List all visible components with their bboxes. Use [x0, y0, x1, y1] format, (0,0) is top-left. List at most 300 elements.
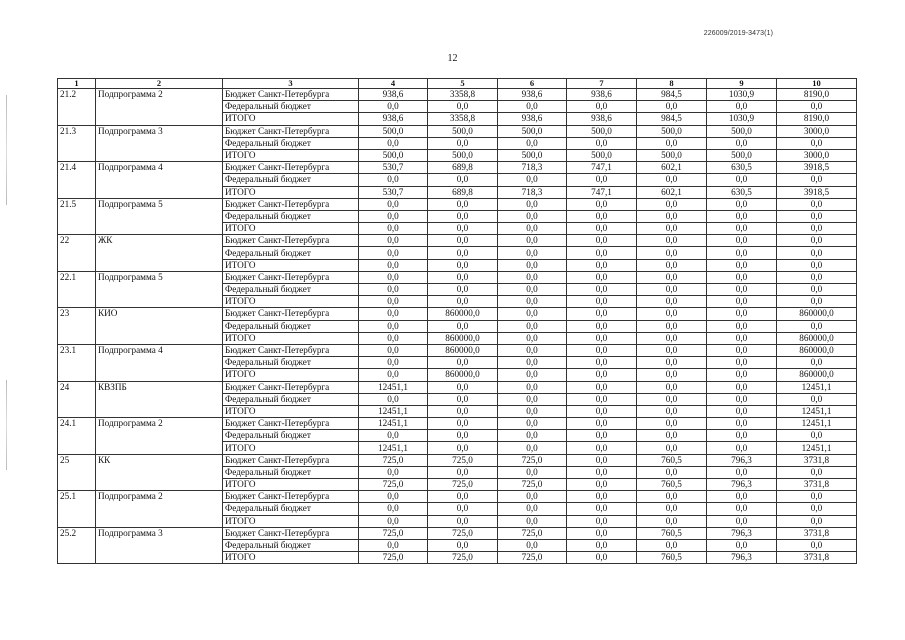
column-header: 4: [359, 79, 428, 89]
amount-cell: 725,0: [428, 527, 498, 539]
amount-cell: 0,0: [567, 223, 637, 235]
amount-cell: 0,0: [359, 296, 428, 308]
table-row: [58, 344, 857, 356]
amount-cell: 0,0: [498, 344, 567, 356]
amount-cell: 0,0: [637, 235, 707, 247]
amount-cell: 0,0: [707, 296, 777, 308]
amount-cell: 796,3: [707, 527, 777, 539]
amount-cell: 0,0: [428, 381, 498, 393]
amount-cell: 0,0: [498, 442, 567, 454]
amount-cell: 0,0: [359, 259, 428, 271]
amount-cell: 0,0: [707, 174, 777, 186]
column-header: 5: [428, 79, 498, 89]
amount-cell: 0,0: [498, 369, 567, 381]
amount-cell: 0,0: [777, 296, 857, 308]
amount-cell: 8190,0: [777, 89, 857, 101]
amount-cell: 0,0: [428, 259, 498, 271]
funding-source: ИТОГО: [223, 259, 359, 271]
funding-source: Бюджет Санкт-Петербурга: [223, 125, 359, 137]
amount-cell: 760,5: [637, 454, 707, 466]
table-body: [58, 89, 857, 564]
amount-cell: 0,0: [428, 405, 498, 417]
amount-cell: 0,0: [498, 284, 567, 296]
amount-cell: 602,1: [637, 162, 707, 174]
amount-cell: 0,0: [359, 491, 428, 503]
amount-cell: 0,0: [707, 198, 777, 210]
amount-cell: 0,0: [707, 235, 777, 247]
amount-cell: 0,0: [428, 466, 498, 478]
amount-cell: 500,0: [359, 125, 428, 137]
amount-cell: 0,0: [707, 223, 777, 235]
funding-source: ИТОГО: [223, 332, 359, 344]
amount-cell: 3000,0: [777, 125, 857, 137]
funding-source: ИТОГО: [223, 186, 359, 198]
amount-cell: 0,0: [707, 210, 777, 222]
amount-cell: 0,0: [428, 284, 498, 296]
funding-source: Бюджет Санкт-Петербурга: [223, 89, 359, 101]
table-row: [58, 125, 857, 137]
amount-cell: 12451,1: [359, 418, 428, 430]
amount-cell: 760,5: [637, 527, 707, 539]
amount-cell: 500,0: [637, 125, 707, 137]
table-row: [58, 418, 857, 430]
table-row: [58, 454, 857, 466]
amount-cell: 0,0: [777, 357, 857, 369]
amount-cell: 0,0: [567, 284, 637, 296]
amount-cell: 0,0: [567, 539, 637, 551]
funding-source: ИТОГО: [223, 113, 359, 125]
amount-cell: 0,0: [707, 515, 777, 527]
amount-cell: 3358,8: [428, 89, 498, 101]
scan-edge-mark: [6, 380, 7, 470]
amount-cell: 0,0: [498, 210, 567, 222]
program-name: КВЗПБ: [96, 381, 223, 418]
funding-source: Федеральный бюджет: [223, 101, 359, 113]
amount-cell: 0,0: [359, 344, 428, 356]
amount-cell: 0,0: [567, 503, 637, 515]
amount-cell: 0,0: [359, 210, 428, 222]
amount-cell: 0,0: [498, 101, 567, 113]
amount-cell: 0,0: [637, 174, 707, 186]
amount-cell: 500,0: [707, 149, 777, 161]
amount-cell: 0,0: [428, 320, 498, 332]
table-row: [58, 271, 857, 283]
amount-cell: 0,0: [777, 503, 857, 515]
amount-cell: 0,0: [359, 223, 428, 235]
amount-cell: 0,0: [567, 247, 637, 259]
amount-cell: 0,0: [359, 308, 428, 320]
funding-source: Бюджет Санкт-Петербурга: [223, 162, 359, 174]
item-code: 24.1: [58, 418, 96, 455]
amount-cell: 0,0: [428, 442, 498, 454]
item-code: 23: [58, 308, 96, 345]
program-name: КИО: [96, 308, 223, 345]
program-name: Подпрограмма 5: [96, 271, 223, 308]
amount-cell: 0,0: [567, 479, 637, 491]
amount-cell: 0,0: [359, 503, 428, 515]
amount-cell: 0,0: [637, 369, 707, 381]
funding-source: ИТОГО: [223, 223, 359, 235]
amount-cell: 500,0: [428, 125, 498, 137]
amount-cell: 0,0: [498, 137, 567, 149]
amount-cell: 0,0: [428, 198, 498, 210]
amount-cell: 0,0: [359, 466, 428, 478]
amount-cell: 0,0: [428, 271, 498, 283]
amount-cell: 938,6: [498, 113, 567, 125]
amount-cell: 860000,0: [428, 344, 498, 356]
amount-cell: 796,3: [707, 479, 777, 491]
table-row: [58, 308, 857, 320]
amount-cell: 0,0: [637, 210, 707, 222]
amount-cell: 0,0: [428, 235, 498, 247]
amount-cell: 0,0: [567, 101, 637, 113]
funding-source: Бюджет Санкт-Петербурга: [223, 308, 359, 320]
item-code: 25.2: [58, 527, 96, 564]
amount-cell: 0,0: [707, 247, 777, 259]
amount-cell: 0,0: [498, 515, 567, 527]
amount-cell: 0,0: [567, 369, 637, 381]
column-header: 2: [96, 79, 223, 89]
amount-cell: 0,0: [428, 296, 498, 308]
amount-cell: 0,0: [428, 101, 498, 113]
amount-cell: 725,0: [359, 454, 428, 466]
amount-cell: 0,0: [637, 320, 707, 332]
table-row: [58, 89, 857, 101]
column-header: 8: [637, 79, 707, 89]
amount-cell: 0,0: [637, 223, 707, 235]
amount-cell: 0,0: [498, 539, 567, 551]
amount-cell: 0,0: [359, 198, 428, 210]
amount-cell: 0,0: [637, 259, 707, 271]
amount-cell: 0,0: [428, 503, 498, 515]
amount-cell: 689,8: [428, 162, 498, 174]
amount-cell: 3731,8: [777, 479, 857, 491]
amount-cell: 0,0: [637, 357, 707, 369]
table-row: [58, 491, 857, 503]
amount-cell: 0,0: [498, 223, 567, 235]
amount-cell: 530,7: [359, 162, 428, 174]
item-code: 25: [58, 454, 96, 491]
amount-cell: 0,0: [707, 442, 777, 454]
amount-cell: 0,0: [359, 393, 428, 405]
amount-cell: 0,0: [428, 357, 498, 369]
amount-cell: 3731,8: [777, 454, 857, 466]
amount-cell: 0,0: [359, 284, 428, 296]
funding-source: Бюджет Санкт-Петербурга: [223, 271, 359, 283]
amount-cell: 12451,1: [777, 442, 857, 454]
funding-source: ИТОГО: [223, 515, 359, 527]
amount-cell: 0,0: [428, 174, 498, 186]
page-number: 12: [447, 53, 458, 64]
amount-cell: 0,0: [567, 271, 637, 283]
amount-cell: 0,0: [637, 491, 707, 503]
funding-source: ИТОГО: [223, 296, 359, 308]
funding-source: Бюджет Санкт-Петербурга: [223, 235, 359, 247]
amount-cell: 0,0: [567, 527, 637, 539]
amount-cell: 760,5: [637, 552, 707, 564]
amount-cell: 0,0: [707, 381, 777, 393]
amount-cell: 500,0: [567, 149, 637, 161]
amount-cell: 602,1: [637, 186, 707, 198]
amount-cell: 0,0: [498, 235, 567, 247]
amount-cell: 500,0: [498, 149, 567, 161]
amount-cell: 3918,5: [777, 186, 857, 198]
program-name: Подпрограмма 3: [96, 125, 223, 162]
amount-cell: 0,0: [498, 247, 567, 259]
amount-cell: 0,0: [637, 405, 707, 417]
amount-cell: 0,0: [637, 296, 707, 308]
amount-cell: 0,0: [707, 344, 777, 356]
amount-cell: 0,0: [567, 357, 637, 369]
amount-cell: 725,0: [498, 479, 567, 491]
amount-cell: 0,0: [359, 174, 428, 186]
amount-cell: 0,0: [567, 405, 637, 417]
amount-cell: 0,0: [567, 320, 637, 332]
amount-cell: 0,0: [777, 430, 857, 442]
amount-cell: 0,0: [498, 381, 567, 393]
document-id: 226009/2019-3473(1): [703, 30, 773, 37]
funding-source: Бюджет Санкт-Петербурга: [223, 344, 359, 356]
amount-cell: 0,0: [498, 466, 567, 478]
amount-cell: 0,0: [428, 515, 498, 527]
amount-cell: 0,0: [498, 357, 567, 369]
amount-cell: 3358,8: [428, 113, 498, 125]
amount-cell: 0,0: [637, 418, 707, 430]
amount-cell: 500,0: [637, 149, 707, 161]
amount-cell: 0,0: [777, 491, 857, 503]
amount-cell: 0,0: [777, 137, 857, 149]
amount-cell: 0,0: [707, 503, 777, 515]
amount-cell: 718,3: [498, 162, 567, 174]
program-name: Подпрограмма 2: [96, 491, 223, 528]
amount-cell: 0,0: [498, 320, 567, 332]
amount-cell: 0,0: [567, 466, 637, 478]
amount-cell: 0,0: [637, 198, 707, 210]
amount-cell: 500,0: [428, 149, 498, 161]
amount-cell: 760,5: [637, 479, 707, 491]
item-code: 21.2: [58, 89, 96, 126]
amount-cell: 0,0: [567, 344, 637, 356]
amount-cell: 0,0: [777, 198, 857, 210]
funding-source: ИТОГО: [223, 442, 359, 454]
budget-table: [57, 78, 857, 564]
amount-cell: 0,0: [567, 430, 637, 442]
amount-cell: 0,0: [777, 259, 857, 271]
amount-cell: 0,0: [637, 539, 707, 551]
amount-cell: 0,0: [567, 552, 637, 564]
amount-cell: 0,0: [359, 101, 428, 113]
item-code: 22.1: [58, 271, 96, 308]
amount-cell: 938,6: [498, 89, 567, 101]
item-code: 21.4: [58, 162, 96, 199]
amount-cell: 0,0: [428, 393, 498, 405]
amount-cell: 0,0: [359, 137, 428, 149]
amount-cell: 0,0: [498, 259, 567, 271]
amount-cell: 12451,1: [359, 381, 428, 393]
amount-cell: 0,0: [707, 393, 777, 405]
amount-cell: 0,0: [359, 515, 428, 527]
amount-cell: 0,0: [359, 320, 428, 332]
amount-cell: 0,0: [777, 247, 857, 259]
amount-cell: 0,0: [428, 539, 498, 551]
amount-cell: 0,0: [637, 137, 707, 149]
funding-source: ИТОГО: [223, 149, 359, 161]
amount-cell: 500,0: [567, 125, 637, 137]
amount-cell: 12451,1: [359, 405, 428, 417]
program-name: Подпрограмма 3: [96, 527, 223, 564]
funding-source: Федеральный бюджет: [223, 247, 359, 259]
funding-source: Федеральный бюджет: [223, 466, 359, 478]
amount-cell: 0,0: [707, 466, 777, 478]
amount-cell: 0,0: [637, 503, 707, 515]
amount-cell: 0,0: [777, 466, 857, 478]
amount-cell: 938,6: [567, 113, 637, 125]
amount-cell: 0,0: [498, 405, 567, 417]
funding-source: Федеральный бюджет: [223, 174, 359, 186]
amount-cell: 796,3: [707, 454, 777, 466]
amount-cell: 0,0: [777, 101, 857, 113]
amount-cell: 0,0: [707, 332, 777, 344]
funding-source: ИТОГО: [223, 405, 359, 417]
amount-cell: 3000,0: [777, 149, 857, 161]
amount-cell: 0,0: [777, 210, 857, 222]
amount-cell: 0,0: [428, 247, 498, 259]
amount-cell: 0,0: [359, 430, 428, 442]
column-header: 7: [567, 79, 637, 89]
amount-cell: 0,0: [707, 405, 777, 417]
amount-cell: 0,0: [567, 442, 637, 454]
amount-cell: 0,0: [637, 247, 707, 259]
amount-cell: 0,0: [359, 369, 428, 381]
amount-cell: 860000,0: [777, 332, 857, 344]
amount-cell: 0,0: [359, 332, 428, 344]
amount-cell: 630,5: [707, 186, 777, 198]
amount-cell: 0,0: [777, 393, 857, 405]
amount-cell: 500,0: [707, 125, 777, 137]
amount-cell: 0,0: [498, 332, 567, 344]
amount-cell: 725,0: [428, 479, 498, 491]
amount-cell: 0,0: [567, 137, 637, 149]
amount-cell: 747,1: [567, 186, 637, 198]
amount-cell: 0,0: [498, 503, 567, 515]
amount-cell: 0,0: [637, 344, 707, 356]
amount-cell: 725,0: [498, 454, 567, 466]
amount-cell: 0,0: [498, 430, 567, 442]
amount-cell: 796,3: [707, 552, 777, 564]
program-name: КК: [96, 454, 223, 491]
amount-cell: 0,0: [567, 308, 637, 320]
amount-cell: 0,0: [637, 466, 707, 478]
program-name: Подпрограмма 4: [96, 162, 223, 199]
amount-cell: 984,5: [637, 113, 707, 125]
header-row: [58, 79, 857, 89]
funding-source: Федеральный бюджет: [223, 320, 359, 332]
amount-cell: 0,0: [777, 235, 857, 247]
amount-cell: 725,0: [428, 454, 498, 466]
amount-cell: 0,0: [498, 271, 567, 283]
amount-cell: 0,0: [498, 174, 567, 186]
amount-cell: 8190,0: [777, 113, 857, 125]
amount-cell: 0,0: [707, 271, 777, 283]
amount-cell: 0,0: [637, 381, 707, 393]
amount-cell: 860000,0: [777, 344, 857, 356]
amount-cell: 0,0: [707, 320, 777, 332]
amount-cell: 0,0: [359, 539, 428, 551]
amount-cell: 0,0: [777, 223, 857, 235]
amount-cell: 0,0: [707, 539, 777, 551]
amount-cell: 3918,5: [777, 162, 857, 174]
amount-cell: 0,0: [359, 235, 428, 247]
amount-cell: 12451,1: [777, 381, 857, 393]
amount-cell: 938,6: [567, 89, 637, 101]
amount-cell: 0,0: [637, 442, 707, 454]
program-name: Подпрограмма 5: [96, 198, 223, 235]
amount-cell: 3731,8: [777, 552, 857, 564]
amount-cell: 1030,9: [707, 113, 777, 125]
amount-cell: 860000,0: [428, 308, 498, 320]
amount-cell: 0,0: [637, 430, 707, 442]
amount-cell: 725,0: [498, 552, 567, 564]
amount-cell: 0,0: [777, 515, 857, 527]
amount-cell: 0,0: [428, 418, 498, 430]
amount-cell: 725,0: [428, 552, 498, 564]
program-name: ЖК: [96, 235, 223, 272]
funding-source: Бюджет Санкт-Петербурга: [223, 381, 359, 393]
amount-cell: 0,0: [567, 198, 637, 210]
amount-cell: 0,0: [777, 320, 857, 332]
amount-cell: 0,0: [567, 418, 637, 430]
amount-cell: 938,6: [359, 89, 428, 101]
funding-source: Федеральный бюджет: [223, 357, 359, 369]
item-code: 25.1: [58, 491, 96, 528]
amount-cell: 0,0: [707, 101, 777, 113]
amount-cell: 0,0: [567, 393, 637, 405]
amount-cell: 0,0: [637, 308, 707, 320]
column-header: 9: [707, 79, 777, 89]
amount-cell: 12451,1: [359, 442, 428, 454]
amount-cell: 689,8: [428, 186, 498, 198]
amount-cell: 0,0: [359, 247, 428, 259]
amount-cell: 725,0: [359, 479, 428, 491]
amount-cell: 0,0: [359, 271, 428, 283]
amount-cell: 0,0: [707, 430, 777, 442]
funding-source: Бюджет Санкт-Петербурга: [223, 491, 359, 503]
program-name: Подпрограмма 2: [96, 89, 223, 126]
amount-cell: 0,0: [428, 430, 498, 442]
amount-cell: 0,0: [777, 174, 857, 186]
table-row: [58, 235, 857, 247]
funding-source: Федеральный бюджет: [223, 430, 359, 442]
amount-cell: 0,0: [777, 284, 857, 296]
amount-cell: 984,5: [637, 89, 707, 101]
amount-cell: 860000,0: [428, 369, 498, 381]
amount-cell: 630,5: [707, 162, 777, 174]
amount-cell: 725,0: [498, 527, 567, 539]
amount-cell: 0,0: [428, 491, 498, 503]
amount-cell: 0,0: [498, 418, 567, 430]
amount-cell: 0,0: [777, 539, 857, 551]
amount-cell: 0,0: [707, 284, 777, 296]
amount-cell: 0,0: [428, 210, 498, 222]
item-code: 24: [58, 381, 96, 418]
amount-cell: 530,7: [359, 186, 428, 198]
funding-source: Федеральный бюджет: [223, 539, 359, 551]
amount-cell: 0,0: [567, 259, 637, 271]
funding-source: Федеральный бюджет: [223, 210, 359, 222]
amount-cell: 0,0: [777, 271, 857, 283]
table-row: [58, 162, 857, 174]
program-name: Подпрограмма 4: [96, 344, 223, 381]
